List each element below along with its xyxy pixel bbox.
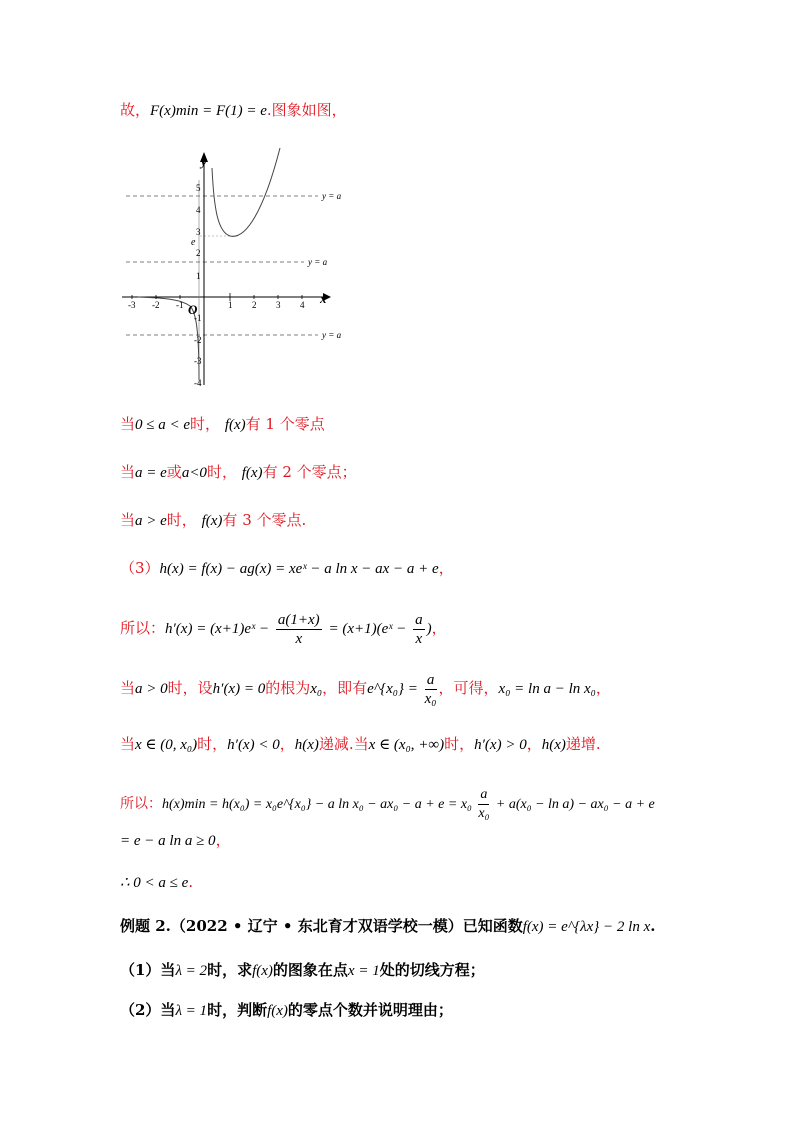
math-expression: ): [426, 621, 432, 637]
hmin-line: [120, 784, 655, 825]
part3-line: [120, 558, 454, 579]
text: ，: [438, 559, 454, 577]
text: 时，: [166, 511, 197, 529]
text: （3）: [120, 559, 160, 577]
y-tick-label: 1: [196, 271, 201, 281]
math-expression: f(x): [201, 513, 223, 529]
y-axis-label: y: [201, 154, 207, 169]
math-expression: x ∈ (x₀, +∞): [368, 737, 445, 753]
text: 当: [120, 463, 136, 481]
question-1: [120, 960, 485, 981]
math-expression: h′(x) = 0: [212, 681, 266, 697]
e-label: e: [191, 237, 196, 248]
text: 时，判断: [207, 1001, 268, 1019]
text: 当: [120, 679, 136, 697]
curve-right-branch: [212, 148, 280, 236]
math-expression: a > 0: [135, 681, 168, 697]
text: 的图象在点: [272, 961, 348, 979]
text: ，: [215, 831, 231, 849]
x-tick-label: 3: [276, 300, 281, 310]
math-expression: f(x) = e^{λx} − 2 ln x: [522, 919, 651, 935]
x-tick-label: -1: [176, 300, 184, 310]
math-expression: a = e: [135, 465, 167, 481]
y-tick-label: 4: [196, 205, 201, 215]
text: （1）当: [120, 961, 176, 979]
math-expression: f(x): [241, 465, 263, 481]
math-expression: = (x+1)(eˣ −: [328, 621, 407, 637]
line-label: y = a: [308, 257, 328, 267]
text: （2）当: [120, 1001, 176, 1019]
y-tick-label: 3: [196, 227, 201, 237]
hmin-line-2: [120, 830, 231, 851]
text: 有 3 个零点.: [222, 511, 307, 529]
function-graph: [118, 140, 358, 390]
case-line-2: [120, 462, 357, 483]
y-tick-label: -1: [194, 313, 202, 323]
math-expression: x ∈ (0, x₀): [135, 737, 198, 753]
solution-line-min: [120, 100, 347, 121]
math-expression: F(x)min = F(1) = e: [150, 103, 267, 119]
text: ，: [431, 619, 447, 637]
root-line: [120, 668, 611, 709]
math-expression: f(x): [224, 417, 246, 433]
x-tick-label: 1: [228, 300, 233, 310]
text: 有 1 个零点: [245, 415, 325, 433]
text: 当: [120, 511, 136, 529]
text: 或: [166, 463, 182, 481]
x-tick-label: -2: [152, 300, 160, 310]
text: 处的切线方程；: [379, 961, 485, 979]
math-expression: e^{x₀} =: [367, 681, 418, 697]
example-title: [120, 916, 655, 937]
math-expression: h′(x) = (x+1)eˣ −: [165, 621, 270, 637]
math-expression: h(x) = f(x) − ag(x) = xeˣ − a ln x − ax − a + e: [159, 561, 439, 577]
monotonic-line: [120, 734, 601, 755]
text: .: [188, 873, 194, 891]
text: .: [650, 917, 656, 935]
math-expression: h(x): [541, 737, 566, 753]
y-tick-label: -2: [194, 335, 202, 345]
math-expression: a > e: [135, 513, 167, 529]
math-expression: x₀ = ln a − ln x₀: [498, 681, 596, 697]
text: 当: [120, 735, 136, 753]
y-tick-label: 5: [196, 183, 201, 193]
math-expression: h′(x) > 0: [474, 737, 527, 753]
line-label: y = a: [322, 330, 342, 340]
text: 时，: [197, 735, 228, 753]
math-expression: ∴ 0 < a ≤ e: [120, 875, 189, 891]
text: 有 2 个零点；: [262, 463, 357, 481]
y-tick-label: 2: [196, 248, 201, 258]
math-expression: h(x): [294, 737, 319, 753]
text: ，可得，: [438, 679, 499, 697]
text: 时，设: [167, 679, 213, 697]
text: 时，: [190, 415, 221, 433]
math-expression: f(x): [267, 1003, 288, 1019]
conclusion-line: [120, 872, 193, 893]
math-expression: h′(x) < 0: [227, 737, 280, 753]
x-tick-label: -3: [128, 300, 136, 310]
text: 当: [120, 415, 136, 433]
fraction: $\frac{a}{x}$: [415, 611, 423, 647]
case-line-1: [120, 414, 325, 435]
text: 时，: [206, 463, 237, 481]
fraction: $\frac{a}{\text{x₀}}$: [478, 786, 490, 821]
case-line-3: [120, 510, 306, 531]
text: ，即有: [322, 679, 368, 697]
math-expression: + a(x₀ − ln a) − ax₀ − a + e: [495, 797, 655, 812]
text: 递减.当: [318, 735, 369, 753]
math-expression: f(x): [252, 963, 273, 979]
origin-label: O: [188, 302, 198, 317]
fraction: $\frac{a(1+x)}{x}$: [277, 611, 320, 647]
math-expression: h(x)min = h(x₀) = x₀e^{x₀} − a ln x₀ − ax₀ − a + e = x₀: [162, 797, 472, 812]
text: 时，求: [207, 961, 253, 979]
fraction: $\frac{a}{\text{x₀}}$: [424, 671, 437, 707]
text: 所以：: [120, 619, 166, 637]
math-expression: x = 1: [347, 963, 380, 979]
math-expression: a<0: [181, 465, 207, 481]
text: 时，: [444, 735, 475, 753]
text: 故，: [120, 101, 151, 119]
derivative-line: [120, 608, 447, 649]
text: ，: [595, 679, 611, 697]
y-tick-label: -4: [194, 378, 202, 388]
math-expression: λ = 2: [175, 963, 208, 979]
text: 所以：: [120, 796, 162, 812]
text: ，: [279, 735, 295, 753]
text: 例题 2.（2022 • 辽宁 • 东北育才双语学校一模）已知函数: [120, 917, 523, 935]
text: 的根为: [265, 679, 311, 697]
text: ，: [526, 735, 542, 753]
math-expression: 0 ≤ a < e: [135, 417, 191, 433]
math-expression: λ = 1: [175, 1003, 208, 1019]
line-label: y = a: [322, 191, 342, 201]
text: 的零点个数并说明理由；: [287, 1001, 453, 1019]
y-tick-label: -3: [194, 356, 202, 366]
x-tick-label: 2: [252, 300, 257, 310]
text: .图象如图，: [266, 101, 347, 119]
math-expression: x₀: [310, 681, 323, 697]
question-2: [120, 1000, 453, 1021]
text: 递增.: [565, 735, 601, 753]
math-expression: = e − a ln a ≥ 0: [120, 833, 216, 849]
x-axis-label: x: [320, 291, 327, 306]
x-tick-label: 4: [300, 300, 305, 310]
